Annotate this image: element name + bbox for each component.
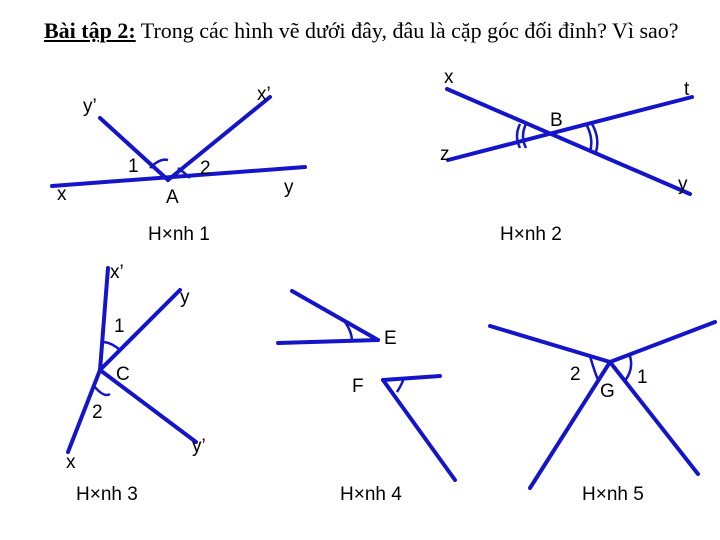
ray-right-upper <box>610 322 715 362</box>
label-angle-2: 2 <box>570 364 581 385</box>
label-t: t <box>684 79 690 100</box>
figure-3 <box>66 262 206 505</box>
caption-figure-1: H×nh 1 <box>148 224 210 245</box>
label-y-prime: y’ <box>83 96 97 117</box>
label-x: x <box>444 67 454 88</box>
caption-figure-4: H×nh 4 <box>340 484 402 505</box>
label-vertex-e: E <box>384 328 397 349</box>
angle-b-left-arc-1 <box>517 124 520 148</box>
label-vertex-a: A <box>166 187 179 208</box>
caption-figure-5: H×nh 5 <box>582 484 644 505</box>
ray-e-upper <box>292 291 378 340</box>
label-y: y <box>678 174 688 195</box>
ray-x-prime <box>100 268 108 370</box>
caption-figure-2: H×nh 2 <box>500 224 562 245</box>
caption-figure-3: H×nh 3 <box>76 484 138 505</box>
exercise-text: Trong các hình vẽ dưới đây, đâu là cặp góc đối đỉnh? Vì sao? <box>135 18 679 43</box>
label-vertex-g: G <box>600 381 615 402</box>
label-x: x <box>57 184 67 205</box>
label-angle-2: 2 <box>92 402 103 423</box>
figure-2 <box>440 67 692 245</box>
label-vertex-c: C <box>116 364 130 385</box>
label-y: y <box>180 287 190 308</box>
figure-5 <box>490 322 715 505</box>
ray-f-lower <box>383 380 455 480</box>
ray-e-lower <box>278 340 378 343</box>
label-angle-1: 1 <box>128 156 139 177</box>
label-angle-1: 1 <box>637 367 648 388</box>
label-angle-1: 1 <box>114 316 125 337</box>
label-z: z <box>440 144 450 165</box>
figure-1 <box>52 84 305 245</box>
angle-b-left-arc-2 <box>523 124 526 148</box>
label-vertex-b: B <box>550 110 563 131</box>
label-x: x <box>66 452 76 473</box>
label-x-prime: x’ <box>110 262 124 283</box>
ray-f-upper <box>383 376 440 380</box>
label-x-prime: x’ <box>257 84 271 105</box>
label-y: y <box>284 177 294 198</box>
label-y-prime: y’ <box>192 436 206 457</box>
line-x-y <box>447 89 690 194</box>
ray-y-prime <box>100 370 196 442</box>
figure-4 <box>278 291 455 505</box>
ray-x-prime <box>168 97 270 180</box>
exercise-title: Bài tập 2: <box>44 18 136 43</box>
angle-b-right-arc-2 <box>592 124 597 152</box>
angle-2-arc <box>94 386 110 395</box>
label-angle-2: 2 <box>200 158 211 179</box>
ray-left-upper <box>490 326 610 362</box>
angle-1-arc <box>104 342 120 350</box>
ray-y <box>100 290 180 370</box>
ray-right-lower <box>610 362 698 474</box>
label-vertex-f: F <box>352 376 364 397</box>
